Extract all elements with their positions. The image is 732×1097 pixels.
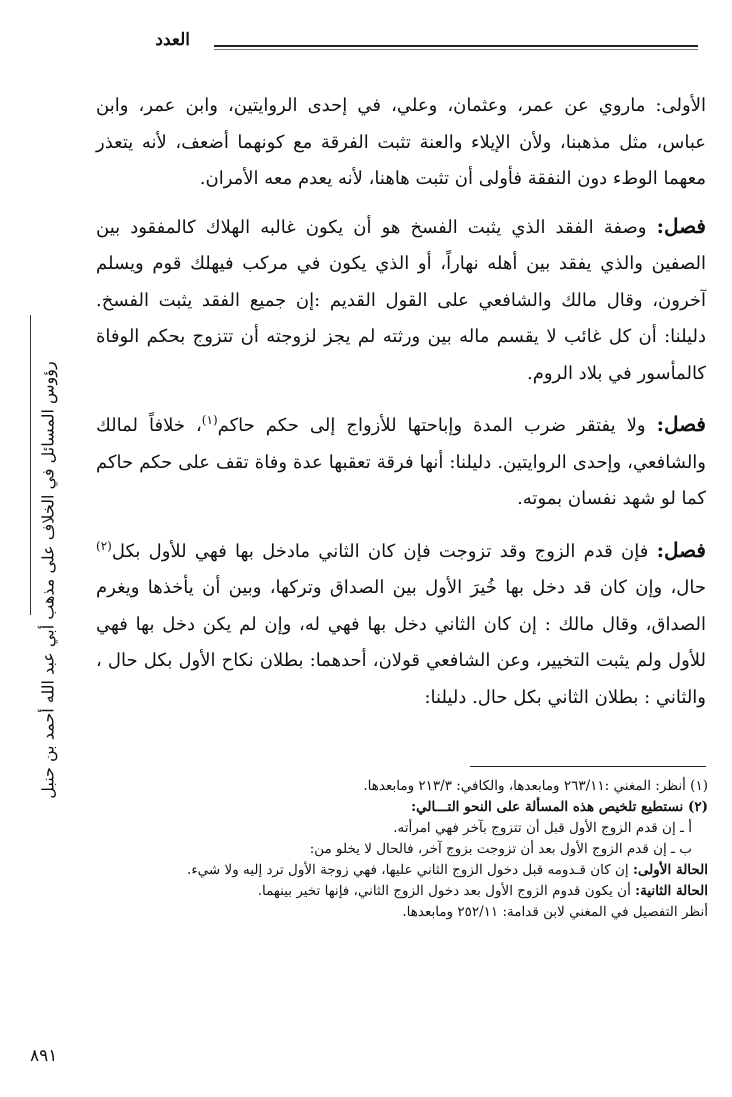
case-2-text: أن يكون قدوم الزوج الأول بعد دخول الزوج الثاني، فإنها تخير بينهما. <box>257 883 636 899</box>
footnote-2-case-1 <box>96 860 708 881</box>
side-rule <box>30 315 31 615</box>
main-text <box>96 88 706 726</box>
footnote-2-reference: أنظر التفصيل في المغني لابن قدامة: ٢٥٢/١١ ومابعدها. <box>402 904 708 920</box>
page-number: ٨٩١ <box>30 1046 58 1066</box>
paragraph-4 <box>96 528 706 717</box>
paragraph-1 <box>96 88 706 198</box>
header-rule-thin <box>214 49 698 50</box>
footnote-2-title: (٢) نستطيع تلخيص هذه المسألة على النحو التـــالي: <box>411 799 708 815</box>
paragraph-3-text-a: ولا يفتقر ضرب المدة وإباحتها للأزواج إلى حكم حاكم <box>217 415 657 436</box>
section-lead: فصل: <box>656 537 706 562</box>
footnote-1: (١) أنظر: المغني :٢٦٣/١١ ومابعدها، والكافي: ٢١٣/٣ ومابعدها. <box>363 778 708 794</box>
footnote-marker-2: (٢) <box>96 538 112 553</box>
paragraph-4-text-a: فإن قدم الزوج وقد تزوجت فإن كان الثاني مادخل بها فهي للأول بكل <box>111 540 657 562</box>
footnote-2-item-a: أ ـ إن قدم الزوج الأول قبل أن تتزوج بآخر فهي امرأته. <box>393 820 692 836</box>
footnote-marker-1: (١) <box>201 413 218 427</box>
case-2-lead: الحالة الثانية: <box>635 883 708 899</box>
footnote-2-item-b: ب ـ إن قدم الزوج الأول بعد أن تزوجت بزوج آخر، فالحال لا يخلو من: <box>309 841 692 857</box>
paragraph-3-text-b: ، خلافاً لمالك والشافعي، وإحدى الروايتين. دليلنا: أنها فرقة تعقبها عدة وفاة تقف على حكم حاكم كما لو شهد نفسان بموته. <box>96 415 706 509</box>
running-header-title: العدد <box>155 30 190 50</box>
paragraph-3 <box>96 402 706 518</box>
section-lead: فصل: <box>656 412 706 436</box>
side-book-title: رؤوس المسائل في الخلاف على مذهب أبي عبد الله أحمد بن حنبل <box>38 361 58 799</box>
footnotes <box>96 776 708 923</box>
footnote-rule <box>470 766 706 767</box>
section-lead: فصل: <box>656 213 706 238</box>
paragraph-4-text-b: حال، وإن كان قد دخل بها خُيرَ الأول بين الصداق وتركها، وبين أن يأخذها ويغرم الصداق، وقال مالك : إن كان الثاني دخل بها فهي له، وإن لم يكن دخل بها فهي للأول ولم يثبت التخيير، وعن الشافعي قولان، أحدهما: بطلان نكاح الأول بكل حال ، والثاني : بطلان الثاني بكل حال. دليلنا: <box>96 577 706 708</box>
footnote-2-case-2 <box>96 881 708 902</box>
paragraph-2 <box>96 208 706 393</box>
case-1-lead: الحالة الأولى: <box>632 862 708 878</box>
paragraph-1-text: الأولى: ماروي عن عمر، وعثمان، وعلي، في إحدى الروايتين، وابن عمر، وابن عباس، مثل مذهبنا، ولأن الإيلاء والعنة تثبت الفرقة مع كونهما أضعف، لأنه يتعذر معهما الوطء دون النفقة فأولى أن تثبت هاهنا، لأنه يعدم معه الأمران. <box>96 95 706 189</box>
header-rule <box>214 45 698 47</box>
side-margin <box>18 361 78 799</box>
case-1-text: إن كان قـدومه قبل دخول الزوج الثاني عليها، فهي زوجة الأول ترد إليه ولا شيء. <box>187 862 633 878</box>
paragraph-2-text: وصفة الفقد الذي يثبت الفسخ هو أن يكون غالبه الهلاك كالمفقود بين الصفين والذي يفقد بين أهله نهاراً، أو الذي يكون في مركب فيهلك قوم ويسلم آخرون، وقال مالك والشافعي على القول القديم :إن جميع الفقد يثبت الفسخ. دليلنا: أن كل غائب لا يقسم ماله بين ورثته لم يجز لزوجته أن تتزوج بحكم الوفاة كالمأسور في بلاد الروم. <box>96 216 707 384</box>
